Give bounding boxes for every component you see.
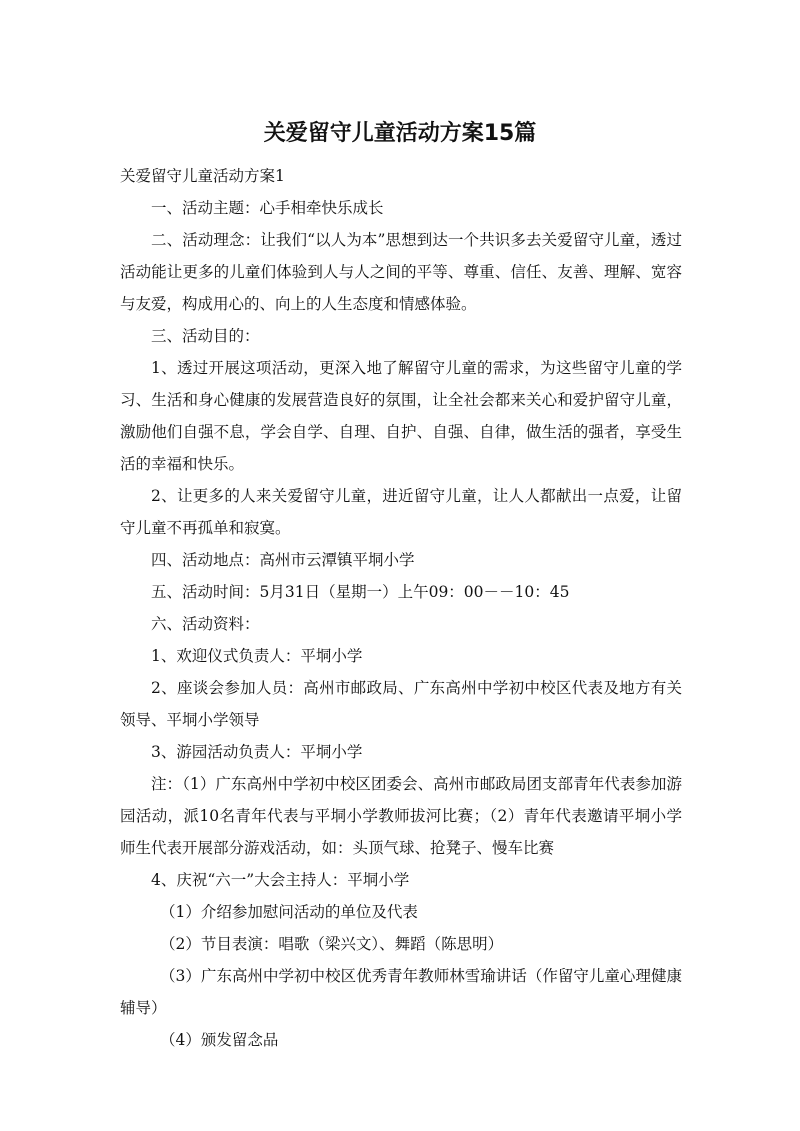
paragraph-concept: 二、活动理念：让我们“以人为本”思想到达一个共识多去关爱留守儿童，透过活动能让更多的儿童们体验到人与人之间的平等、尊重、信任、友善、理解、宽容与友爱，构成用心的、向上的人生态度和情感体验。 bbox=[120, 231, 682, 313]
paragraph-item-3: 3、游园活动负责人：平垌小学 bbox=[151, 743, 363, 761]
paragraph-theme: 一、活动主题：心手相牵快乐成长 bbox=[151, 199, 384, 217]
paragraph-purpose-1: 1、透过开展这项活动，更深入地了解留守儿童的需求，为这些留守儿童的学习、生活和身心健康的发展营造良好的氛围，让全社会都来关心和爱护留守儿童，激励他们自强不息，学会自学、自理、自护、自强、自律，做生活的强者，享受生活的幸福和快乐。 bbox=[120, 359, 682, 473]
paragraph-note: 注：（1）广东高州中学初中校区团委会、高州市邮政局团支部青年代表参加游园活动，派10名青年代表与平垌小学教师拔河比赛；（2）青年代表邀请平垌小学师生代表开展部分游戏活动，如：头顶气球、抢凳子、慢车比赛 bbox=[120, 775, 682, 857]
paragraph-location: 四、活动地点：高州市云潭镇平垌小学 bbox=[151, 551, 415, 569]
paragraph-subitem-2: （2）节目表演：唱歌（梁兴文）、舞蹈（陈思明） bbox=[160, 935, 504, 953]
document-body bbox=[120, 160, 682, 1056]
paragraph-item-2: 2、座谈会参加人员：高州市邮政局、广东高州中学初中校区代表及地方有关领导、平垌小学领导 bbox=[120, 679, 682, 729]
paragraph-item-1: 1、欢迎仪式负责人：平垌小学 bbox=[151, 647, 363, 665]
paragraph-purpose-heading: 三、活动目的： bbox=[151, 327, 260, 345]
paragraph-subitem-4: （4）颁发留念品 bbox=[160, 1031, 279, 1049]
paragraph-purpose-2: 2、让更多的人来关爱留守儿童，进近留守儿童，让人人都献出一点爱，让留守儿童不再孤单和寂寞。 bbox=[120, 487, 682, 537]
paragraph-time: 五、活动时间：5月31日（星期一）上午09：00－－10：45 bbox=[151, 583, 570, 601]
paragraph-materials-heading: 六、活动资料： bbox=[151, 615, 260, 633]
paragraph-subitem-1: （1）介绍参加慰问活动的单位及代表 bbox=[160, 903, 418, 921]
paragraph-item-4: 4、庆祝“六一”大会主持人：平垌小学 bbox=[151, 871, 410, 889]
paragraph-subitem-3: （3）广东高州中学初中校区优秀青年教师林雪瑜讲话（作留守儿童心理健康辅导） bbox=[120, 967, 682, 1017]
document-title: 关爱留守儿童活动方案15篇 bbox=[263, 121, 537, 146]
section-heading: 关爱留守儿童活动方案1 bbox=[120, 167, 285, 185]
